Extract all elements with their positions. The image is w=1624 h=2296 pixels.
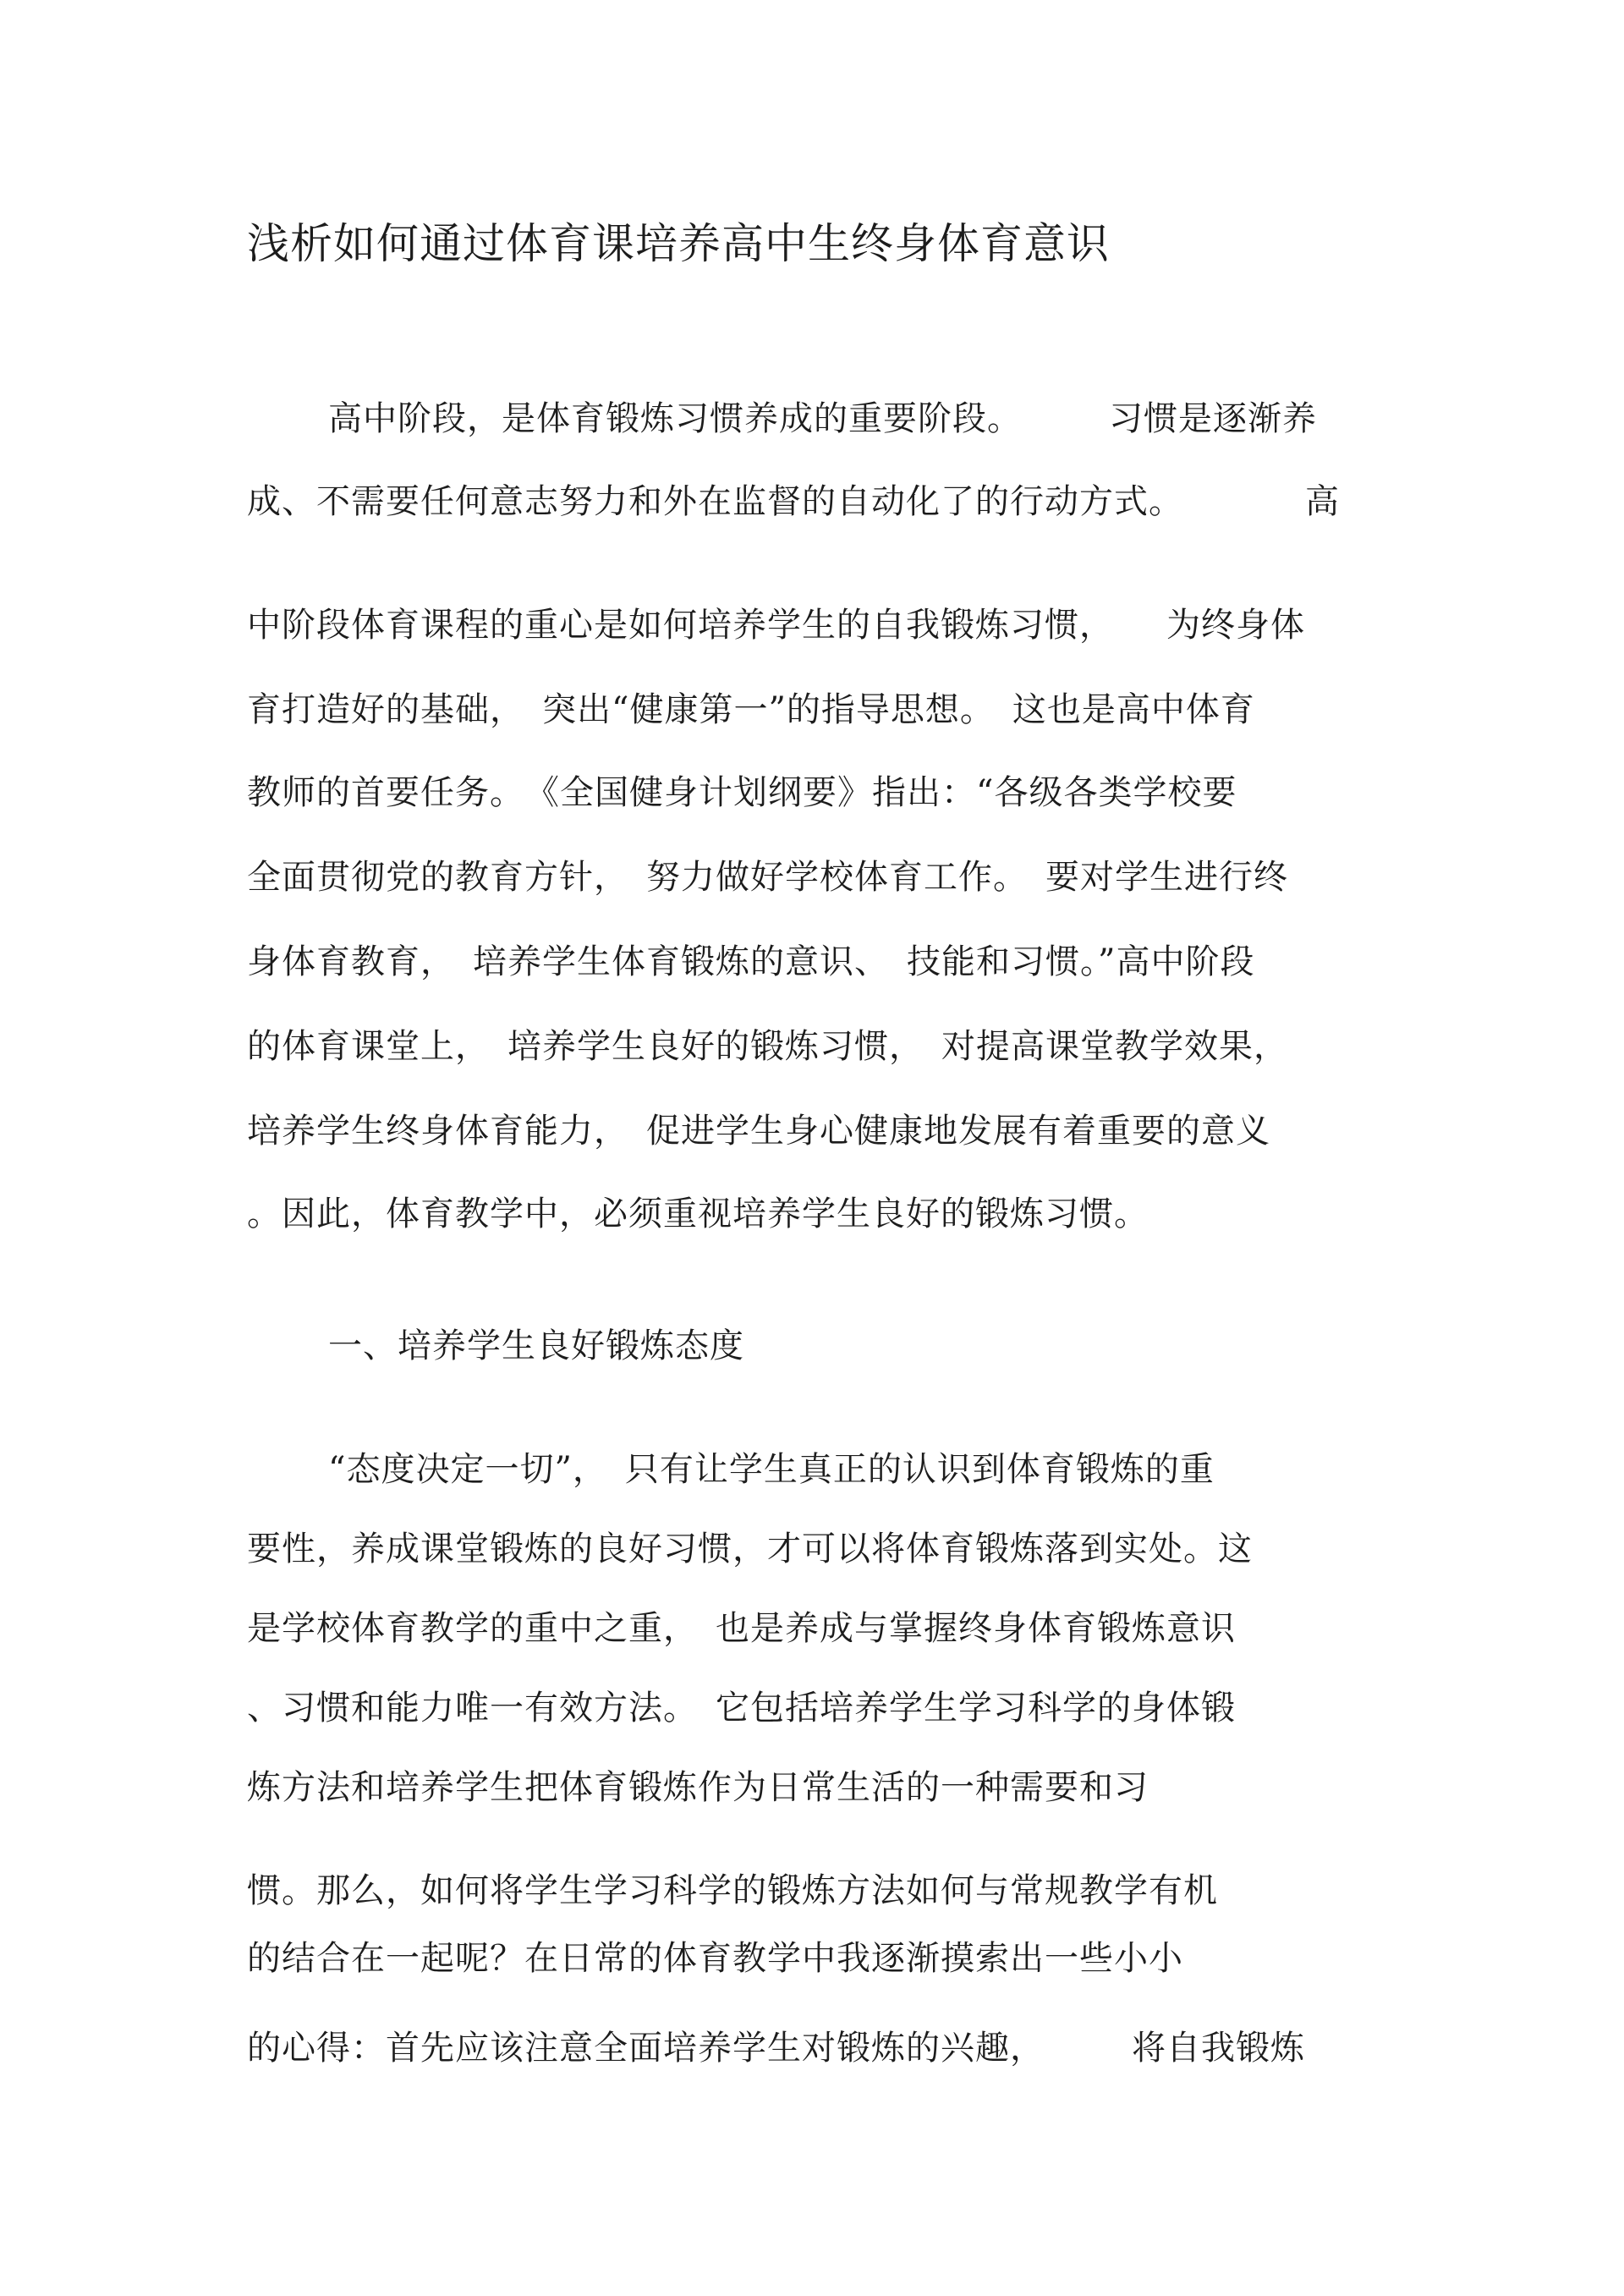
paragraph-line: 惯。那么，如何将学生学习科学的锻炼方法如何与常规教学有机 <box>247 1871 1218 1910</box>
paragraph-line: 全面贯彻党的教育方针， 努力做好学校体育工作。 要对学生进行终 <box>247 858 1288 897</box>
paragraph-line: 的心得：首先应该注意全面培养学生对锻炼的兴趣， 将自我锻炼 <box>247 2029 1305 2068</box>
paragraph-line: 要性，养成课堂锻炼的良好习惯，才可以将体育锻炼落到实处。这 <box>247 1530 1253 1568</box>
paragraph-line: 教师的首要任务。 《全国健身计划纲要》指出：“各级各类学校要 <box>247 773 1237 812</box>
paragraph-line: 炼方法和培养学生把体育锻炼作为日常生活的一种需要和习 <box>247 1768 1149 1807</box>
paragraph-line: 中阶段体育课程的重心是如何培养学生的自我锻炼习惯， 为终身体 <box>247 606 1305 645</box>
section-heading: 一、培养学生良好锻炼态度 <box>328 1327 744 1365</box>
paragraph-line: 、习惯和能力唯一有效方法。 它包括培养学生学习科学的身体锻 <box>247 1689 1236 1727</box>
paragraph-line: 育打造好的基础， 突出“健康第一”的指导思想。 这也是高中体育 <box>247 690 1255 729</box>
document-title: 浅析如何通过体育课培养高中生终身体育意识 <box>247 219 1110 268</box>
paragraph-line: 的结合在一起呢？在日常的体育教学中我逐渐摸索出一些小小 <box>247 1939 1183 1978</box>
paragraph-line: 高中阶段，是体育锻炼习惯养成的重要阶段。 习惯是逐渐养 <box>328 399 1317 438</box>
paragraph-line: 的体育课堂上， 培养学生良好的锻炼习惯， 对提高课堂教学效果， <box>247 1027 1288 1066</box>
paragraph-line: 是学校体育教学的重中之重， 也是养成与掌握终身体育锻炼意识 <box>247 1609 1236 1648</box>
paragraph-line: 。因此，体育教学中，必须重视培养学生良好的锻炼习惯。 <box>247 1195 1149 1233</box>
paragraph-line: 培养学生终身体育能力， 促进学生身心健康地发展有着重要的意义 <box>247 1112 1270 1151</box>
paragraph-line: 身体育教育， 培养学生体育锻炼的意识、 技能和习惯。”高中阶段 <box>247 942 1255 981</box>
paragraph-line: “态度决定一切”， 只有让学生真正的认识到体育锻炼的重 <box>328 1450 1215 1489</box>
paragraph-line: 成、不需要任何意志努力和外在监督的自动化了的行动方式。 高 <box>247 482 1340 521</box>
